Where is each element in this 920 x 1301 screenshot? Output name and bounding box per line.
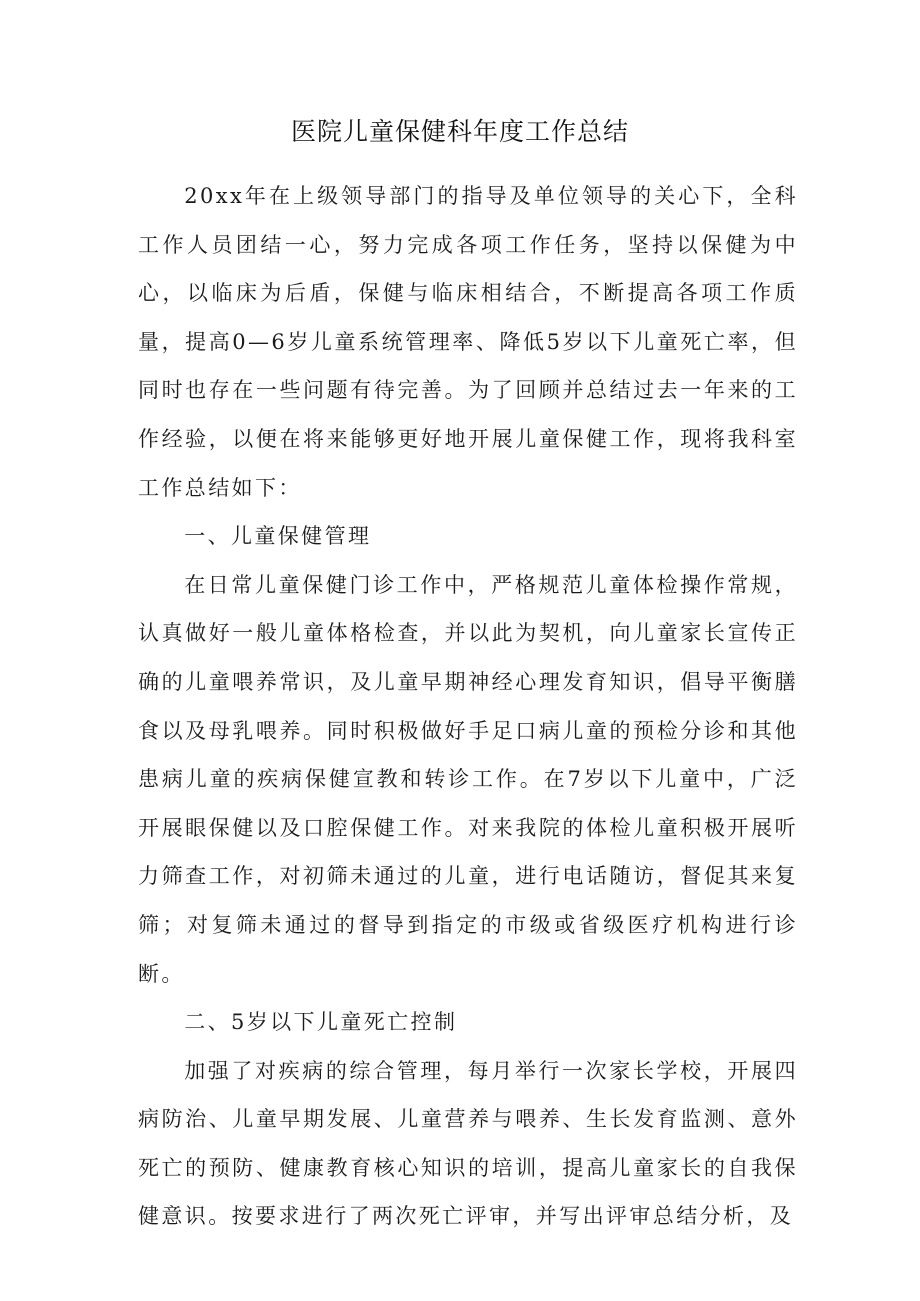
- section-heading-under-five-mortality-control: 二、5岁以下儿童死亡控制: [184, 1010, 458, 1035]
- child-health-management-paragraph: 在日常儿童保健门诊工作中，严格规范儿童体检操作常规，认真做好一般儿童体格检查，并以此为契机，向儿童家长宣传正确的儿童喂养常识，及儿童早期神经心理发育知识，倡导平衡膳食以及母乳喂养。同时积极做好手足口病儿童的预检分诊和其他患病儿童的疾病保健宣教和转诊工作。在7岁以下儿童中，广泛开展眼保健以及口腔保健工作。对来我院的体检儿童积极开展听力筛查工作，对初筛未通过的儿童，进行电话随访，督促其来复筛；对复筛未通过的督导到指定的市级或省级医疗机构进行诊断。: [138, 572, 798, 986]
- under-five-mortality-paragraph: 加强了对疾病的综合管理，每月举行一次家长学校，开展四病防治、儿童早期发展、儿童营养与喂养、生长发育监测、意外死亡的预防、健康教育核心知识的培训，提高儿童家长的自我保健意识。按要求进行了两次死亡评审，并写出评审总结分析，及: [138, 1058, 798, 1229]
- document-title: 医院儿童保健科年度工作总结: [290, 117, 629, 146]
- intro-paragraph: 20xx年在上级领导部门的指导及单位领导的关心下，全科工作人员团结一心，努力完成各项工作任务，坚持以保健为中心，以临床为后盾，保健与临床相结合，不断提高各项工作质量，提高0—6岁儿童系统管理率、降低5岁以下儿童死亡率，但同时也存在一些问题有待完善。为了回顾并总结过去一年来的工作经验，以便在将来能够更好地开展儿童保健工作，现将我科室工作总结如下：: [138, 184, 798, 500]
- document-body: [138, 172, 798, 1241]
- section-heading-child-health-management: 一、儿童保健管理: [184, 524, 372, 549]
